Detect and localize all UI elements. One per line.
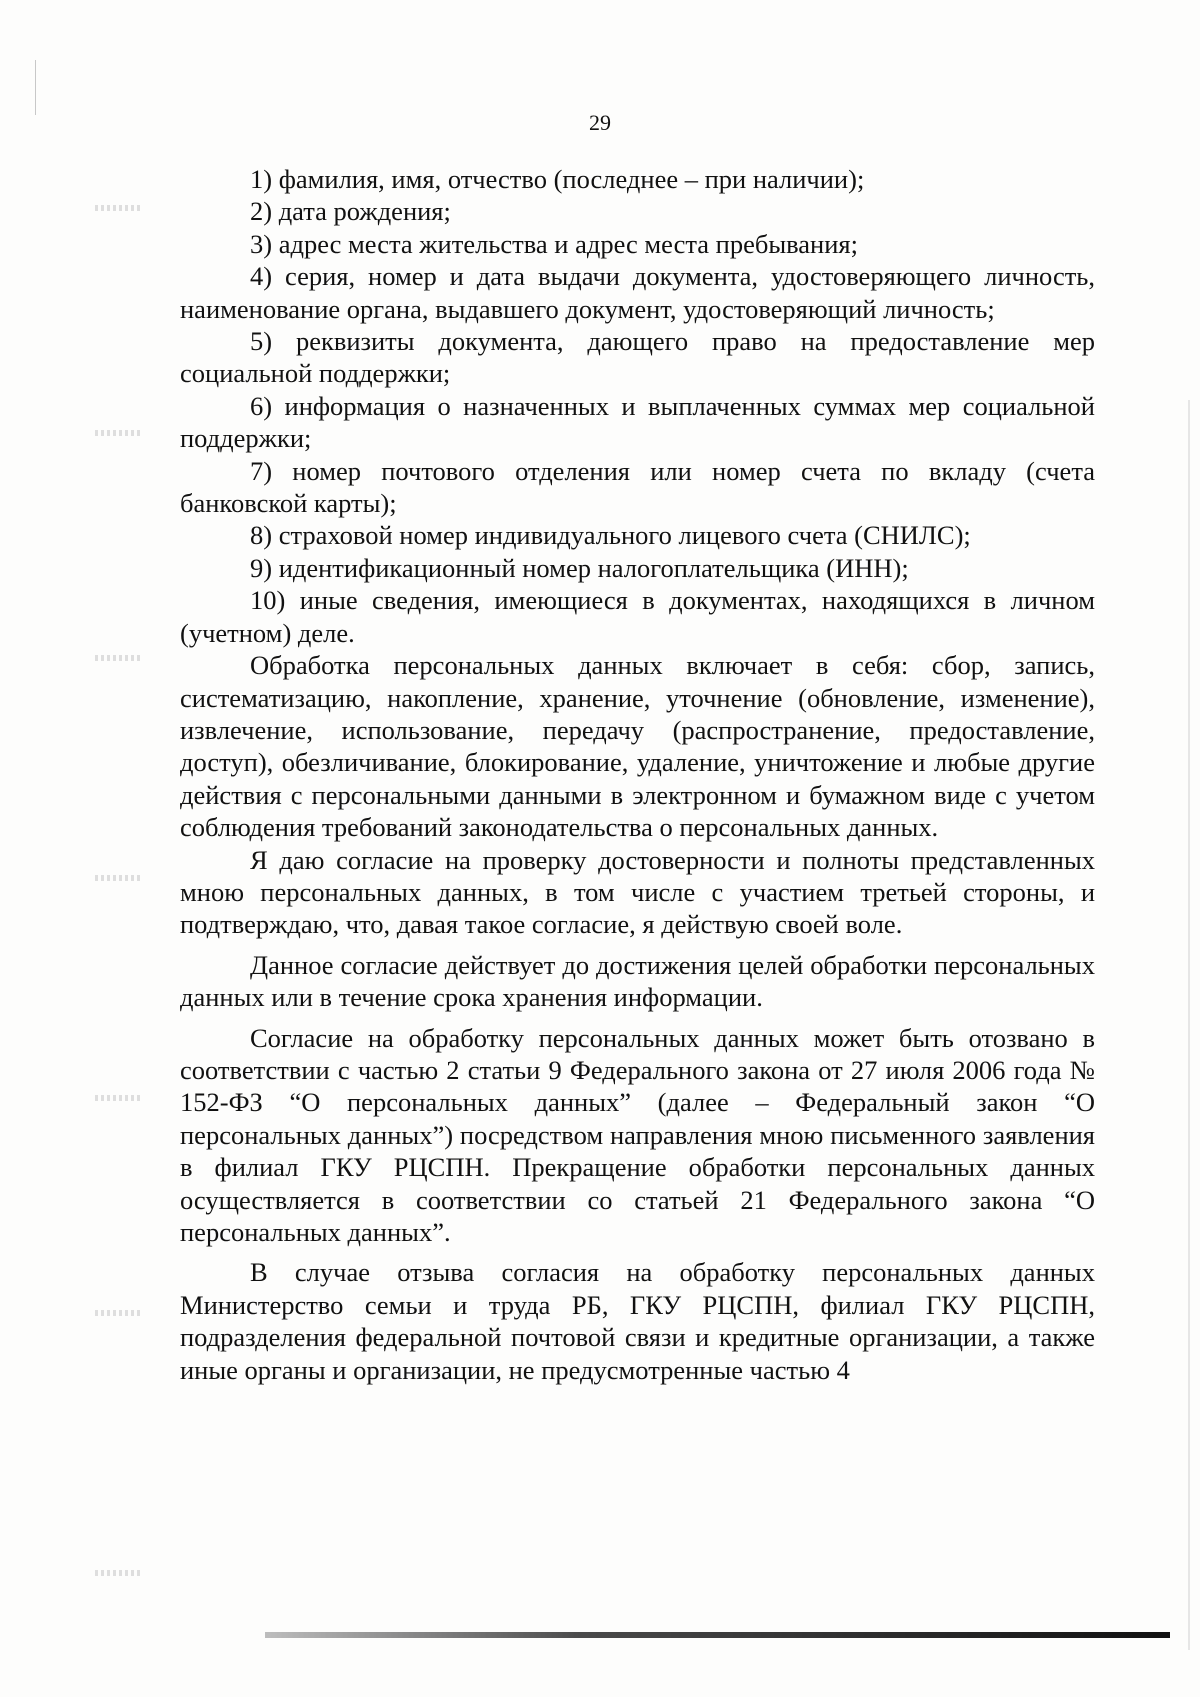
scan-artifact-line xyxy=(1188,400,1190,1650)
scan-artifact-smudge xyxy=(95,1310,140,1316)
list-item: 8) страховой номер индивидуального лицевого счета (СНИЛС); xyxy=(250,520,971,551)
list-item: 7) номер почтового отделения или номер счета по вкладу (счета банковской карты); xyxy=(180,455,1095,519)
scan-artifact-smudge xyxy=(95,875,140,881)
page-number: 29 xyxy=(589,110,611,135)
paragraph-consent-withdrawal: Согласие на обработку персональных данных может быть отозвано в соответствии с частью 2 статьи 9 Федерального закона от 27 июля 2006 года № 152-ФЗ “О персональных данных” (далее – Федеральный закон “О персональных данных”) посредством направления мною письменного заявления в филиал ГКУ РЦСПН. Прекращение обработки персональных данных осуществляется в соответствии со статьей 21 Федерального закона “О персональных данных”. xyxy=(180,1022,1095,1247)
list-item: 6) информация о назначенных и выплаченных суммах мер социальной поддержки; xyxy=(180,390,1095,454)
list-item: 4) серия, номер и дата выдачи документа, удостоверяющего личность, наименование органа, выдавшего документ, удостоверяющий личность; xyxy=(180,261,1095,324)
paragraph-consent-verification: Я даю согласие на проверку достоверности и полноты представленных мною персональных данных, в том числе с участием третьей стороны, и подтверждаю, что, давая такое согласие, я действую своей воле. xyxy=(180,844,1095,940)
scan-artifact-smudge xyxy=(95,655,140,661)
scan-artifact-smudge xyxy=(95,430,140,436)
list-item: 5) реквизиты документа, дающего право на предоставление мер социальной поддержки; xyxy=(180,326,1095,389)
list-item: 10) иные сведения, имеющиеся в документах, находящихся в личном (учетном) деле. xyxy=(180,585,1095,648)
document-body xyxy=(180,163,1095,1386)
list-item: 1) фамилия, имя, отчество (последнее – при наличии); xyxy=(250,164,865,194)
paragraph-processing: Обработка персональных данных включает в себя: сбор, запись, систематизацию, накопление, хранение, уточнение (обновление, изменение), извлечение, использование, передачу (распространение, предоставление, доступ), обезличивание, блокирование, удаление, уничтожение и любые другие действия с персональными данными в электронном и бумажном виде с учетом соблюдения требований законодательства о персональных данных. xyxy=(180,650,1095,843)
footer-rule xyxy=(265,1632,1170,1638)
scan-artifact-smudge xyxy=(95,1570,140,1576)
scan-artifact-line xyxy=(35,60,36,115)
list-item: 9) идентификационный номер налогоплательщика (ИНН); xyxy=(250,552,909,583)
scan-artifact-smudge xyxy=(95,1095,140,1101)
list-item: 2) дата рождения; xyxy=(250,196,451,227)
list-item: 3) адрес места жительства и адрес места пребывания; xyxy=(250,228,858,259)
paragraph-withdrawal-consequences: В случае отзыва согласия на обработку персональных данных Министерство семьи и труда РБ, ГКУ РЦСПН, филиал ГКУ РЦСПН, подразделения федеральной почтовой связи и кредитные организации, а также иные органы и организации, не предусмотренные частью 4 xyxy=(180,1257,1095,1385)
scan-artifact-smudge xyxy=(95,205,140,211)
paragraph-consent-duration: Данное согласие действует до достижения целей обработки персональных данных или в течение срока хранения информации. xyxy=(180,949,1095,1013)
